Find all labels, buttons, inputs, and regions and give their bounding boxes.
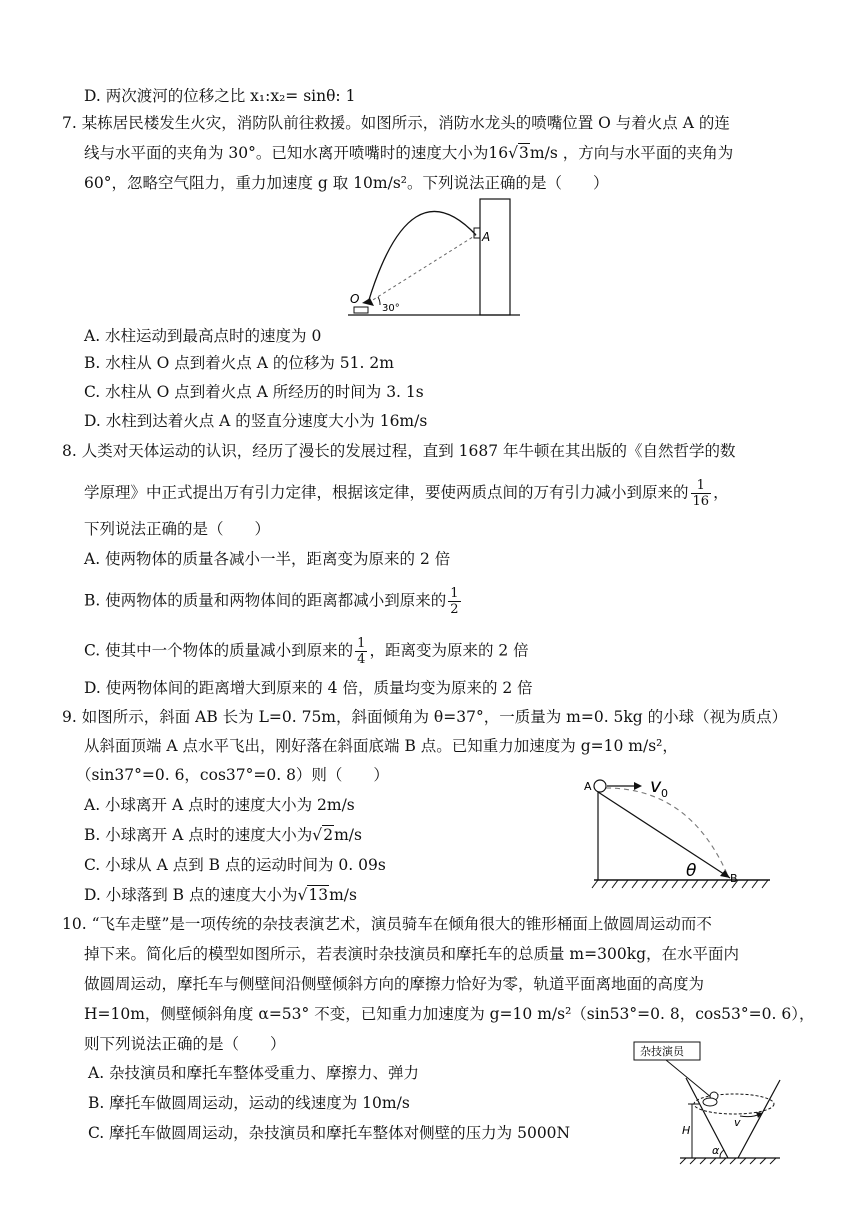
q9-stem-line3: （sin37°=0. 6，cos37°=0. 8）则（ ） bbox=[76, 766, 389, 784]
q9-incline bbox=[598, 792, 730, 878]
q8-option-b-text: B. 使两物体的质量和两物体间的距离都减小到原来的 bbox=[84, 591, 447, 610]
q7-sqrt-radicand: 3 bbox=[519, 144, 529, 162]
q9-v0-label: v bbox=[650, 775, 662, 797]
q7-label-O: O bbox=[350, 292, 360, 306]
q7-stem-line2a: 线与水平面的夹角为 30°。已知水离开喷嘴时的速度大小为16 bbox=[84, 144, 509, 162]
q9-v0-arrowhead bbox=[634, 782, 642, 790]
q9-option-b: B. 小球离开 A 点时的速度大小为√2m/s bbox=[84, 826, 362, 844]
q7-stem-line2: 线与水平面的夹角为 30°。已知水离开喷嘴时的速度大小为16√3m/s ，方向与水平面的夹角为 bbox=[84, 144, 734, 162]
q7-angle-label: 30° bbox=[382, 303, 400, 314]
q7-option-b: B. 水柱从 O 点到着火点 A 的位移为 51. 2m bbox=[84, 354, 394, 372]
q7-option-a: A. 水柱运动到最高点时的速度为 0 bbox=[84, 327, 322, 345]
q9-theta-label: θ bbox=[686, 861, 697, 881]
q10-stem-line1: 10. “飞车走壁”是一项传统的杂技表演艺术，演员骑车在倾角很大的锥形桶面上做圆周运动而不 bbox=[62, 915, 712, 933]
q9-option-d-text: D. 小球落到 B 点的速度大小为 bbox=[84, 886, 298, 904]
q10-stem-line2: 掉下来。简化后的模型如图所示，若表演时杂技演员和摩托车的总质量 m=300kg，在水平面内 bbox=[84, 945, 740, 963]
q7-option-d: D. 水柱到达着火点 A 的竖直分速度大小为 16m/s bbox=[84, 412, 428, 430]
q8-option-a: A. 使两物体的质量各减小一半，距离变为原来的 2 倍 bbox=[84, 550, 451, 568]
q7-option-c: C. 水柱从 O 点到着火点 A 所经历的时间为 3. 1s bbox=[84, 383, 424, 401]
q7-stem-line2c: m/s ，方向与水平面的夹角为 bbox=[529, 144, 734, 162]
q8-option-c-denominator: 4 bbox=[357, 652, 366, 667]
q8-option-b bbox=[84, 586, 463, 617]
q7-nozzle-base bbox=[354, 307, 368, 313]
q10-stem-line4: H=10m，侧壁倾斜角度 α=53° 不变，已知重力加速度为 g=10 m/s²（sin53°=0. 8，cos53°=0. 6）， bbox=[84, 1005, 815, 1023]
q7-figure bbox=[340, 195, 530, 320]
q9-option-b-text: B. 小球离开 A 点时的速度大小为 bbox=[84, 826, 313, 844]
q8-option-c-text2: ，距离变为原来的 2 倍 bbox=[369, 641, 529, 660]
q9-trajectory bbox=[606, 788, 728, 876]
q8-option-b-fraction bbox=[448, 586, 460, 617]
q8-stem-line1: 8. 人类对天体运动的认识，经历了漫长的发展过程，直到 1687 年牛顿在其出版的《自然哲学的数 bbox=[62, 442, 736, 460]
q8-option-b-numerator: 1 bbox=[450, 586, 459, 601]
q9-v0-subscript: 0 bbox=[661, 787, 668, 800]
q8-fraction-numerator: 1 bbox=[691, 478, 712, 494]
q9-label-B: B bbox=[730, 872, 738, 885]
q8-stem-line2-text: 学原理》中正式提出万有引力定律，根据该定律，要使两质点间的万有引力减小到原来的 bbox=[84, 483, 689, 502]
q9-ground-hatch bbox=[592, 880, 768, 888]
q9-label-A: A bbox=[584, 780, 592, 793]
q8-option-d: D. 使两物体间的距离增大到原来的 4 倍，质量均变为原来的 2 倍 bbox=[84, 679, 533, 697]
q10-alpha-arc bbox=[720, 1150, 724, 1158]
q7-stem-line3: 60°，忽略空气阻力，重力加速度 g 取 10m/s²。下列说法正确的是（ ） bbox=[84, 174, 609, 192]
q10-cone-right-wall bbox=[738, 1080, 780, 1158]
q9-ball bbox=[594, 780, 606, 792]
q10-box-label: 杂技演员 bbox=[640, 1045, 684, 1058]
q8-stem-line2-end: ， bbox=[713, 483, 729, 502]
q7-building bbox=[480, 199, 510, 315]
q10-option-c: C. 摩托车做圆周运动，杂技演员和摩托车整体对侧壁的压力为 5000N bbox=[88, 1124, 571, 1142]
q9-option-b-unit: m/s bbox=[334, 826, 362, 844]
q10-stem-line5: 则下列说法正确的是（ ） bbox=[84, 1035, 286, 1053]
q7-angle-arc bbox=[378, 297, 380, 305]
q10-stem-line3: 做圆周运动，摩托车与侧壁间沿侧壁倾斜方向的摩擦力恰好为零，轨道平面离地面的高度为 bbox=[84, 975, 705, 993]
q9-option-a: A. 小球离开 A 点时的速度大小为 2m/s bbox=[84, 796, 355, 814]
q7-nozzle bbox=[362, 298, 374, 306]
q8-stem-line3: 下列说法正确的是（ ） bbox=[84, 520, 271, 538]
q6-option-d: D. 两次渡河的位移之比 x₁:x₂= sinθ: 1 bbox=[84, 87, 356, 105]
q8-option-c bbox=[84, 636, 529, 667]
q9-option-d: D. 小球落到 B 点的速度大小为√13m/s bbox=[84, 886, 357, 904]
q7-dashed-line-OA bbox=[368, 235, 476, 303]
q8-fraction-denominator: 16 bbox=[692, 494, 710, 509]
q9-option-b-radicand: 2 bbox=[323, 826, 334, 844]
q8-stem-line2 bbox=[84, 478, 729, 509]
q7-water-trajectory bbox=[368, 211, 476, 303]
q9-stem-line1: 9. 如图所示，斜面 AB 长为 L=0. 75m，斜面倾角为 θ=37°，一质量为 m=0. 5kg 的小球（视为质点） bbox=[62, 708, 788, 726]
q10-label-v: v bbox=[734, 1116, 741, 1129]
q9-option-d-radicand: 13 bbox=[308, 886, 329, 904]
q10-ground-hatch bbox=[680, 1158, 776, 1164]
q8-option-b-denominator: 2 bbox=[450, 602, 459, 617]
q9-option-d-unit: m/s bbox=[329, 886, 357, 904]
q10-option-a: A. 杂技演员和摩托车整体受重力、摩擦力、弹力 bbox=[88, 1064, 420, 1082]
q7-label-A: A bbox=[482, 230, 491, 244]
q10-figure bbox=[630, 1040, 790, 1165]
q10-motorcycle-icon bbox=[703, 1098, 717, 1106]
q8-option-c-numerator: 1 bbox=[357, 636, 366, 651]
q10-label-H: H bbox=[682, 1124, 691, 1137]
q8-option-c-text1: C. 使其中一个物体的质量减小到原来的 bbox=[84, 641, 354, 660]
q9-stem-line2: 从斜面顶端 A 点水平飞出，刚好落在斜面底端 B 点。已知重力加速度为 g=10 m/s²， bbox=[84, 737, 678, 755]
q8-option-c-fraction bbox=[355, 636, 367, 667]
q9-figure bbox=[580, 770, 780, 895]
q9-arrowhead bbox=[720, 870, 730, 878]
q8-fraction bbox=[691, 478, 712, 509]
q10-label-alpha: α bbox=[712, 1144, 720, 1157]
q10-option-b: B. 摩托车做圆周运动，运动的线速度为 10m/s bbox=[88, 1094, 410, 1112]
q7-stem-line1: 7. 某栋居民楼发生火灾，消防队前往救援。如图所示，消防水龙头的喷嘴位置 O 与着火点 A 的连 bbox=[62, 114, 730, 132]
q9-option-c: C. 小球从 A 点到 B 点的运动时间为 0. 09s bbox=[84, 856, 386, 874]
q10-pointer-line bbox=[666, 1060, 712, 1098]
